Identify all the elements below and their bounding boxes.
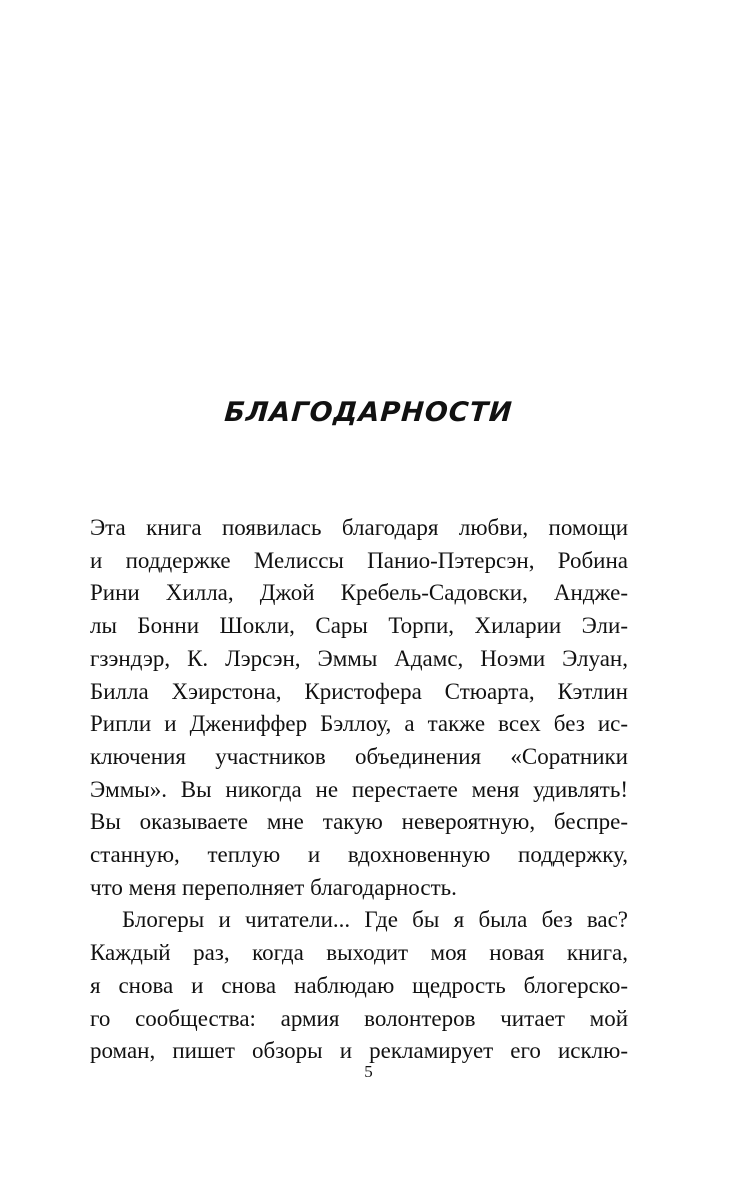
- paragraph-1: [90, 512, 628, 904]
- text-line: гзэндэр, К. Лэрсэн, Эммы Адамс, Ноэми Элуан,: [90, 645, 628, 671]
- text-line: Рини Хилла, Джой Кребель-Садовски, Андже-: [90, 580, 628, 606]
- text-line: и поддержке Мелиссы Панио-Пэтерсэн, Робина: [90, 547, 628, 573]
- body-text: [90, 512, 628, 1068]
- page-title: БЛАГОДАРНОСТИ: [223, 397, 514, 428]
- text-line: го сообщества: армия волонтеров читает мой: [90, 1005, 628, 1031]
- text-line: Эта книга появилась благодаря любви, помощи: [90, 515, 628, 540]
- text-line: Эммы». Вы никогда не перестаете меня удивлять!: [90, 776, 628, 802]
- text-line: лы Бонни Шокли, Сары Торпи, Хиларии Эли-: [90, 613, 628, 639]
- text-line: роман, пишет обзоры и рекламирует его исклю-: [90, 1038, 628, 1064]
- text-line: Блогеры и читатели... Где бы я была без вас?: [122, 907, 628, 933]
- text-line: Каждый раз, когда выходит моя новая книга,: [90, 940, 628, 966]
- page-number: 5: [364, 1062, 373, 1081]
- text-line: я снова и снова наблюдаю щедрость блогерско-: [90, 972, 628, 998]
- text-line: станную, теплую и вдохновенную поддержку,: [90, 842, 628, 868]
- text-line: Рипли и Джениффер Бэллоу, а также всех без ис-: [90, 711, 628, 737]
- text-line: Вы оказываете мне такую невероятную, беспре-: [90, 809, 628, 835]
- text-line: Билла Хэирстона, Кристофера Стюарта, Кэтлин: [90, 678, 628, 704]
- paragraph-2: [90, 904, 628, 1068]
- text-line: что меня переполняет благодарность.: [90, 874, 457, 900]
- text-line: ключения участников объединения «Соратники: [90, 743, 628, 769]
